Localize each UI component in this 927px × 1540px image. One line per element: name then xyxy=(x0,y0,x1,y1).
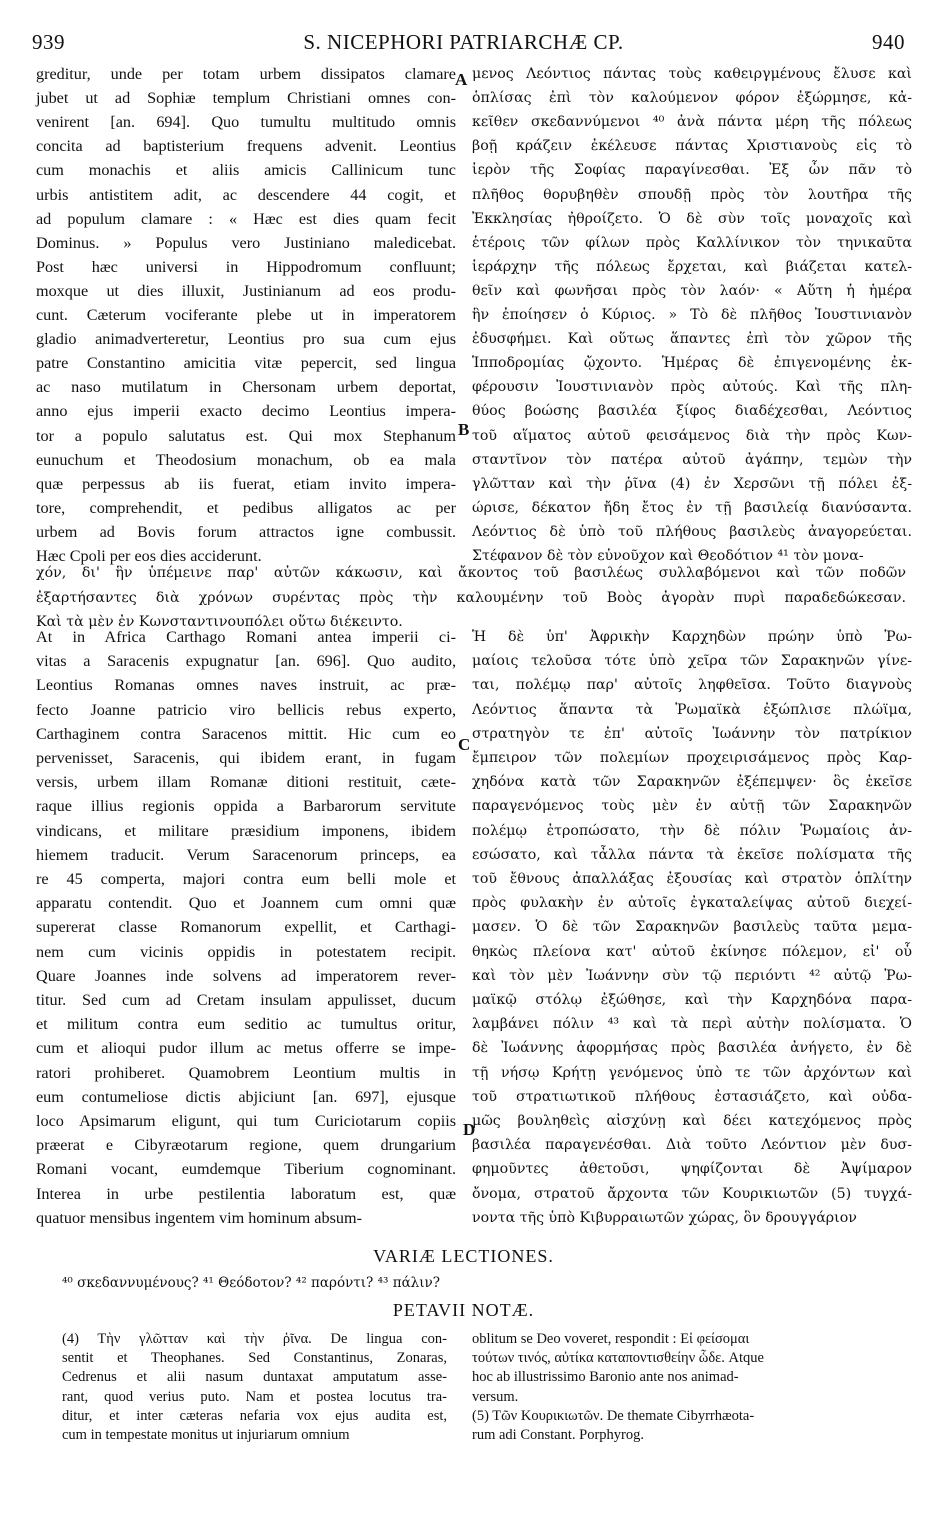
text-line: gladio animadverteretur, Leontius pro sua cum ejus xyxy=(36,330,456,349)
text-line: rant, quod verius puto. Nam et postea locutus tra- xyxy=(62,1388,447,1405)
text-line: κεῖθεν σκεδαννύμενοι ⁴⁰ ἀνὰ πάντα μέρη τῆς πόλεως xyxy=(472,114,912,131)
text-line: urbis antistitem adit, ac descendere 44 cogit, et xyxy=(36,185,456,204)
text-line: apparatu contendit. Quo et Joannem cum omni quæ xyxy=(36,894,456,913)
text-line: παραγενόμενος τοὺς μὲν ἐν αὐτῇ τῶν Σαρακηνῶν xyxy=(472,798,912,815)
text-line: μασεν. Ὁ δὲ τῶν Σαρακηνῶν βασιλεὺς ταῦτα μεμα- xyxy=(472,919,912,936)
text-line: cum et alioqui pudor illum ac metus offerre se impe- xyxy=(36,1039,456,1058)
text-line: moxque ut dies illuxit, Justinianum ad eos produ- xyxy=(36,281,456,300)
text-line: Λεόντιος δὲ ὑπὸ τοῦ πλήθους βασιλεὺς ἀναγορεύεται. xyxy=(472,523,912,540)
text-line: greditur, unde per totam urbem dissipatos clamare xyxy=(36,65,456,83)
text-line: cum monachis et aliis amicis Callinicum tunc xyxy=(36,161,456,180)
running-title: S. NICEPHORI PATRIARCHÆ CP. xyxy=(303,30,624,54)
text-line: ἔμπειρον τῶν πολεμίων προχειρισάμενος πρὸς Καρ- xyxy=(472,750,912,766)
text-line: τούτων τινός, αὐτίκα καταποντισθείην ὧδε. Atque xyxy=(472,1350,764,1367)
text-line: (5) Τῶν Κουρικιωτῶν. De themate Cibyrrhæota- xyxy=(472,1407,755,1424)
text-line: βασιλέα παραγενέσθαι. Διὰ τοῦτο Λεόντιον μὲν δυσ- xyxy=(472,1137,912,1154)
text-line: Carthaginem contra Saracenos mittit. Hic cum eo xyxy=(36,724,456,743)
text-line: Interea in urbe pestilentia laboratum est, quæ xyxy=(36,1184,456,1203)
text-line: Ἱπποδρομίας ᾤχοντο. Ἡμέρας δὲ ἐπιγενομένης ἐκ- xyxy=(472,355,912,372)
text-line: vindicans, et militare præsidium imponens, ibidem xyxy=(36,821,456,840)
text-line: ac naso mutilatum in Chersonam urbem deportat, xyxy=(36,378,456,397)
text-line: χηδόνα κατὰ τῶν Σαρακηνῶν ἐξέπεμψεν· ὃς ἐκεῖσε xyxy=(472,774,912,791)
text-line: jubet ut ad Sophiæ templum Christiani omnes con- xyxy=(36,89,456,108)
text-line: concita ad baptisterium frequens advenit. Leontius xyxy=(36,137,456,156)
text-line: ad populum clamare : « Hæc est dies quam fecit xyxy=(36,209,456,228)
text-line: Ἡ δὲ ὑπ' Ἀφρικὴν Καρχηδὼν πρώην ὑπὸ Ῥω- xyxy=(472,629,912,645)
text-line: Post hæc universi in Hippodromum confluunt; xyxy=(36,257,456,276)
text-line: urbem ad Bovis forum attractos igne combussit. xyxy=(36,522,456,541)
text-line: ώρισε, δέκατον ἤδη ἔτος ἐν τῇ βασιλείᾳ διανύσαντα. xyxy=(472,499,912,516)
text-line: φημοῦντες ἀθετοῦσι, ψηφίζονται δὲ Ἀψίμαρον xyxy=(472,1161,912,1178)
text-line: καὶ τὸν μὲν Ἰωάννην σὺν τῷ περιόντι ⁴² αὐτῷ Ῥω- xyxy=(472,967,912,984)
text-line: μῶς βουληθεὶς αἰσχύνῃ καὶ δέει κατεχόμενος πρὸς xyxy=(472,1113,912,1129)
text-line: oblitum se Deo voveret, respondit : Εἰ φείσομαι xyxy=(472,1331,750,1347)
text-line: raque illius regionis oppida a Barbarorum servitute xyxy=(36,797,456,816)
text-line: hiemem traducit. Verum Saracenorum princeps, ea xyxy=(36,845,456,864)
text-line: μαϊκῷ στόλῳ ἐξώθησε, καὶ τὴν Καρχηδόνα παρα- xyxy=(472,992,912,1008)
text-line: πολέμῳ ἐτροπώσατο, τὴν δὲ πόλιν Ῥωμαίοις ἀν- xyxy=(472,822,912,839)
text-line: Leontius Romanas omnes naves instruit, ac præ- xyxy=(36,676,456,695)
text-line: πλῆθος θορυβηθὲν σπουδῇ πρὸς τὸν λουτῆρα τῆς xyxy=(472,186,912,203)
text-line: tor a populo salutatus est. Qui mox Stephanum xyxy=(36,426,456,445)
text-line: ἐξαρτήσαντες διὰ χρόνων συρέντας πρὸς τὴν καλουμένην τοῦ Βοὸς ἀγορὰν πυρὶ παραδεδώκεσαν. xyxy=(36,589,906,606)
text-line: patre Constantino amicitia vitæ pepercit, sed lingua xyxy=(36,354,456,373)
text-line: λαμβάνει πόλιν ⁴³ καὶ τὰ περὶ αὐτὴν πολίσματα. Ὁ xyxy=(472,1016,912,1033)
text-line: ditur, et inter cæteras nefaria vox ejus audita est, xyxy=(62,1407,447,1424)
text-line: μενος Λεόντιος πάντας τοὺς καθειργμένους ἔλυσε καὶ xyxy=(472,66,912,82)
margin-marker-a: A xyxy=(455,70,468,89)
margin-marker-c: C xyxy=(458,735,471,754)
page-number-right: 940 xyxy=(872,30,905,54)
text-line: loco Apsimarum eligunt, qui tum Curiciotarum copiis xyxy=(36,1112,456,1130)
text-line: tore, comprehendit, et pedibus alligatos ac per xyxy=(36,498,456,517)
text-line: eunuchum et Theodosium monachum, ob ea mala xyxy=(36,450,456,469)
text-line: τῇ νήσῳ Κρήτῃ γενόμενος ὑπὸ τε τῶν ἀρχόντων καὶ xyxy=(472,1064,912,1081)
text-line: θεῖν καὶ φωνῆσαι πρὸς τὸν λαόν· « Αὕτη ἡ ἡμέρα xyxy=(472,282,912,299)
text-line: versum. xyxy=(472,1388,519,1405)
text-line: Λεόντιος ἅπαντα τὰ Ῥωμαϊκὰ ἐξώπλισε πλώϊμα, xyxy=(472,701,912,718)
text-line: ἐδυσφήμει. Καὶ οὕτως ἅπαντες ἐπὶ τὸν χῶρον τῆς xyxy=(472,331,912,348)
text-line: ἑτέροις τῶν φίλων πρὸς Καλλίνικον τὸν τηνικαῦτα xyxy=(472,234,912,251)
text-line: ἣν ἐποίησεν ὁ Κύριος. » Τὸ δὲ πλῆθος Ἰουστινιανὸν xyxy=(472,307,912,323)
text-line: χόν, δι' ἣν ὑπέμεινε παρ' αὐτῶν κάκωσιν, καὶ ἄκοντος τοῦ βασιλέως συλλαβόμενοι καὶ τῶν ποδῶν xyxy=(36,565,906,581)
text-line: Καὶ τὰ μὲν ἐν Κωνσταντινουπόλει οὕτω διέκειντο. xyxy=(36,614,403,630)
text-line: re 45 comperta, majori contra eum belli mole et xyxy=(36,870,456,888)
variae-lectiones-title: VARIÆ LECTIONES. xyxy=(373,1246,554,1266)
text-line: γλῶτταν καὶ τὴν ῥῖνα (4) ἐν Χερσῶνι τῇ πόλει ἐξ- xyxy=(472,475,912,492)
text-line: τοῦ ἔθνους ἀπαλλάξας ἐξουσίας καὶ στρατὸν ὁπλίτην xyxy=(472,871,912,887)
text-line: εσώσατο, καὶ τἆλλα πάντα τὰ ἐκεῖσε πολίσματα τῆς xyxy=(472,846,912,863)
text-line: τοῦ αἵματος αὐτοῦ φεισάμενος διὰ τὴν πρὸς Κων- xyxy=(472,427,912,444)
text-line: vitas a Saracenis expugnatur [an. 696]. Quo audito, xyxy=(36,652,456,671)
text-line: ratori prohiberet. Quamobrem Leontium multis in xyxy=(36,1063,456,1082)
text-line: Romani vocant, eumdemque Tiberium cognominant. xyxy=(36,1160,456,1179)
text-line: ὁπλίσας ἐπὶ τὸν καλούμενον φόρον ἐξώρμησε, κἀ- xyxy=(472,90,912,107)
text-line: στρατηγὸν τε ἐπ' αὐτοῖς Ἰωάννην τὸν πατρίκιον xyxy=(472,725,912,742)
text-line: At in Africa Carthago Romani antea imperii ci- xyxy=(36,628,456,646)
text-line: quæ perpessus ab iis fuerat, etiam invito impera- xyxy=(36,474,456,493)
text-line: νοντα τῆς ὑπὸ Κιβυρραιωτῶν χώρας, ὃν δρουγγάριον xyxy=(472,1209,857,1226)
text-line: cum in tempestate monitus ut injuriarum omnium xyxy=(62,1427,350,1443)
text-line: (4) Τὴν γλῶτταν καὶ τὴν ῥῖνα. De lingua con- xyxy=(62,1331,447,1347)
text-line: Ἐκκλησίας ἠθροίζετο. Ὁ δὲ σὺν τοῖς μοναχοῖς καὶ xyxy=(472,210,912,227)
text-line: Cedrenus et alii nasum duntaxat amputatum asse- xyxy=(62,1369,447,1386)
text-line: βοῇ κράζειν ἐκέλευσε πάντας Χριστιανοὺς εἰς τὸ xyxy=(472,138,912,155)
text-line: supererat classe Romanorum expellit, et Carthagi- xyxy=(36,918,456,937)
text-line: sentit et Theophanes. Sed Constantinus, Zonaras, xyxy=(62,1350,447,1367)
text-line: δὲ Ἰωάννης ἀφορμήσας πρὸς βασιλέα ἀνήγετο, ἐν δὲ xyxy=(472,1040,912,1057)
text-line: eum contumeliose dictis abjiciunt [an. 697], ejusque xyxy=(36,1087,456,1106)
text-line: Στέφανον δὲ τὸν εὐνοῦχον καὶ Θεοδότιον ⁴¹ τὸν μονα- xyxy=(472,548,864,564)
text-line: Dominus. » Populus vero Justiniano maledicebat. xyxy=(36,233,456,252)
text-line: hoc ab illustrissimo Baronio ante nos animad- xyxy=(472,1369,739,1386)
text-line: cunt. Cæterum vociferante plebe ut in imperatorem xyxy=(36,306,456,324)
text-line: rum adi Constant. Porphyrog. xyxy=(472,1427,644,1443)
text-line: quatuor mensibus ingentem vim hominum absum- xyxy=(36,1208,362,1227)
text-line: φέρουσιν Ἰουστινιανὸν πρὸς αὐτούς. Καὶ τῆς πλη- xyxy=(472,379,912,396)
petavii-notae-title: PETAVII NOTÆ. xyxy=(392,1300,535,1320)
text-line: ἱερὸν τῆς Σοφίας παραγίνεσθαι. Ἐξ ὧν πᾶν τὸ xyxy=(472,162,912,179)
text-line: θηκὼς πλείονα κατ' αὐτοῦ ἐκίνησε πόλεμον, εἰ' οὗ xyxy=(472,943,912,960)
variae-lectiones-text: ⁴⁰ σκεδαννυμένους? ⁴¹ Θεόδοτον? ⁴² παρόντι? ⁴³ πάλιν? xyxy=(62,1275,440,1291)
text-line: præerat e Cibyræotarum regione, quem drungarium xyxy=(36,1136,456,1155)
text-line: Hæc Cpoli per eos dies acciderunt. xyxy=(36,547,262,565)
text-line: τοῦ στρατιωτικοῦ πλήθους ἐστασιάζετο, καὶ οὐδα- xyxy=(472,1088,912,1105)
text-line: Quare Joannes inde solvens ad imperatorem rever- xyxy=(36,966,456,985)
margin-marker-d: D xyxy=(463,1120,476,1139)
text-line: anno ejus imperii exacto decimo Leontius impera- xyxy=(36,402,456,421)
text-line: ὄνομα, στρατοῦ ἄρχοντα τῶν Κουρικιωτῶν (5) τυγχά- xyxy=(472,1185,912,1202)
page-number-left: 939 xyxy=(32,30,65,54)
text-line: titur. Sed cum ad Cretam insulam appulisset, ducum xyxy=(36,991,456,1009)
text-line: versis, urbem illam Romanæ ditioni restituit, cæte- xyxy=(36,773,456,792)
text-line: ἱεράρχην τῆς πόλεως ἔρχεται, καὶ βιάζεται κατελ- xyxy=(472,258,912,275)
text-line: et militum contra eum seditio ac tumultus oritur, xyxy=(36,1015,456,1034)
text-line: pervenisset, Saracenis, qui ibidem erant, in fugam xyxy=(36,749,456,767)
text-line: σταντῖνον τὸν πατέρα αὐτοῦ ἀγάπην, τεμὼν τὴν xyxy=(472,451,912,468)
text-line: nem cum vicinis oppidis in potestatem recipit. xyxy=(36,942,456,961)
text-line: ται, πολέμῳ παρ' αὐτοῖς ληφθεῖσα. Τοῦτο διαγνοὺς xyxy=(472,677,912,694)
text-line: μαίοις τελοῦσα τότε ὑπὸ χεῖρα τῶν Σαρακηνῶν γίνε- xyxy=(472,653,912,670)
margin-marker-b: B xyxy=(458,420,470,439)
text-line: πρὸς φυλακὴν ἐν αὐτοῖς ἐγκαταλείψας αὐτοῦ διεχεί- xyxy=(472,895,912,912)
text-line: venirent [an. 694]. Quo tumultu multitudo omnis xyxy=(36,113,456,132)
text-line: θύος βοώσης βασιλέα ξίφος διαδέχεσθαι, Λεόντιος xyxy=(472,403,912,420)
text-line: fecto Joanne patricio viro bellicis rebus experto, xyxy=(36,700,456,719)
